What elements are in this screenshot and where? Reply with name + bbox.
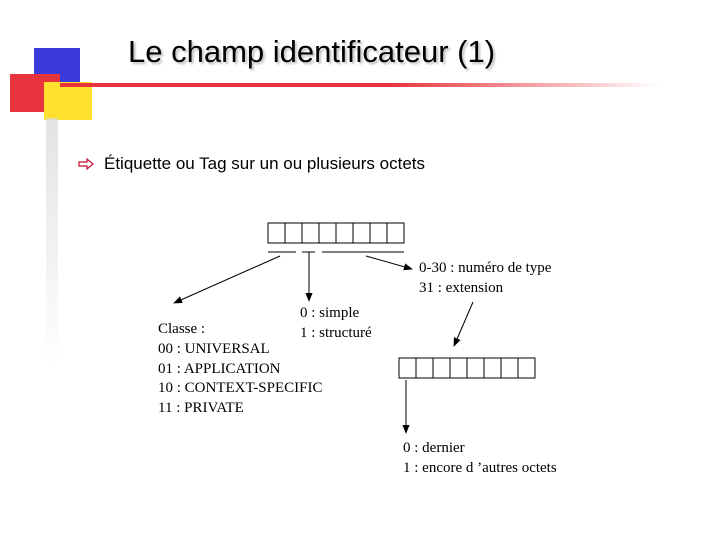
bit-cell	[268, 223, 285, 243]
extension-label: 31 : extension	[419, 280, 504, 296]
class-arrow	[174, 256, 280, 303]
bit-cell	[416, 358, 433, 378]
extension-octet	[399, 358, 535, 378]
continuation-last-label: 0 : dernier	[403, 440, 465, 456]
bit-cell	[467, 358, 484, 378]
form-structured-label: 1 : structuré	[300, 325, 372, 341]
bit-cell	[285, 223, 302, 243]
bit-cell	[433, 358, 450, 378]
bullet-text: Étiquette ou Tag sur un ou plusieurs octets	[104, 154, 425, 173]
first-octet	[268, 223, 404, 243]
bit-cell	[302, 223, 319, 243]
class-heading: Classe :	[158, 321, 206, 337]
bit-cell	[484, 358, 501, 378]
class-application-label: 01 : APPLICATION	[158, 361, 281, 377]
continuation-more-label: 1 : encore d ’autres octets	[403, 460, 557, 476]
bit-cell	[518, 358, 535, 378]
bit-cell	[336, 223, 353, 243]
slide-title: Le champ identificateur (1)	[128, 34, 496, 69]
bit-cell	[387, 223, 404, 243]
bit-cell	[450, 358, 467, 378]
class-private-label: 11 : PRIVATE	[158, 400, 244, 416]
bit-cell	[370, 223, 387, 243]
class-context-specific-label: 10 : CONTEXT-SPECIFIC	[158, 380, 323, 396]
bit-cell	[319, 223, 336, 243]
tag-number-arrow	[366, 256, 412, 269]
class-universal-label: 00 : UNIVERSAL	[158, 341, 270, 357]
bit-cell	[353, 223, 370, 243]
form-simple-label: 0 : simple	[300, 305, 360, 321]
bit-cell	[399, 358, 416, 378]
tag-number-label: 0-30 : numéro de type	[419, 260, 552, 276]
bit-cell	[501, 358, 518, 378]
extension-arrow	[454, 302, 473, 346]
